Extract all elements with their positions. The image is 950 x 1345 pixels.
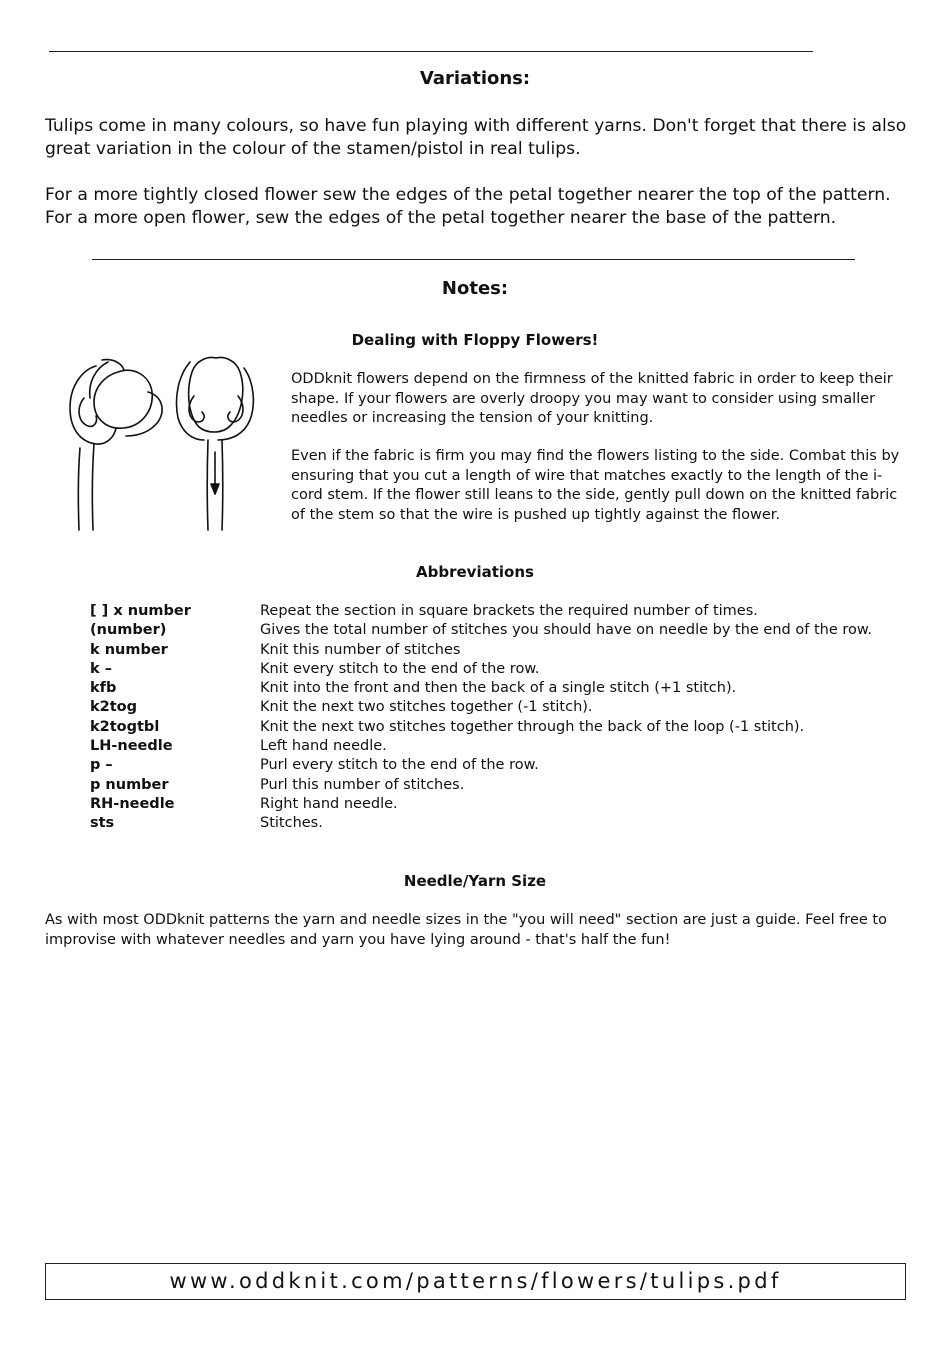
abbreviation-term: k2togtbl <box>90 718 160 735</box>
abbreviation-term: RH-needle <box>90 795 175 812</box>
abbreviation-row <box>90 679 890 698</box>
needle-yarn-heading: Needle/Yarn Size <box>403 872 547 890</box>
notes-heading: Notes: <box>441 278 509 299</box>
abbreviation-term: (number) <box>90 622 167 639</box>
right-tulip-petal-right <box>218 368 253 440</box>
right-tulip-bulb <box>189 358 243 432</box>
abbreviation-term: kfb <box>90 680 117 697</box>
top-divider <box>49 51 813 52</box>
abbreviation-row <box>90 621 890 640</box>
abbreviation-definition: Purl every stitch to the end of the row. <box>260 757 539 774</box>
variations-heading: Variations: <box>419 68 531 89</box>
abbreviation-row <box>90 737 890 756</box>
abbreviation-row <box>90 641 890 660</box>
section-divider <box>92 259 855 260</box>
abbreviation-term: k – <box>90 660 112 677</box>
abbreviation-term: LH-needle <box>90 738 173 755</box>
needle-yarn-paragraph: As with most ODDknit patterns the yarn and needle sizes in the "you will need" section are just a guide. Feel free to improvise with whatever needles and yarn you have lying around - that's half the fun! <box>45 912 887 948</box>
variations-paragraph-2: For a more tightly closed flower sew the edges of the petal together nearer the top of the pattern. For a more open flower, sew the edges of the petal together nearer the base of the pattern. <box>45 185 891 228</box>
left-tulip-petal-side <box>79 392 162 436</box>
abbreviation-term: p number <box>90 776 169 793</box>
abbreviation-definition: Right hand needle. <box>260 795 398 812</box>
left-tulip-bulb <box>94 370 152 428</box>
abbreviation-row <box>90 660 890 679</box>
abbreviation-row <box>90 698 890 717</box>
abbreviation-definition: Left hand needle. <box>260 738 387 755</box>
abbreviation-definition: Knit this number of stitches <box>260 641 461 658</box>
abbreviation-definition: Knit the next two stitches together through the back of the loop (-1 stitch). <box>260 718 805 735</box>
abbreviation-row <box>90 776 890 795</box>
pull-down-arrowhead <box>211 484 219 494</box>
abbreviation-definition: Knit the next two stitches together (-1 stitch). <box>260 699 593 716</box>
abbreviations-table <box>90 602 890 834</box>
abbreviation-definition: Repeat the section in square brackets the required number of times. <box>260 603 758 619</box>
abbreviation-row <box>90 814 890 833</box>
variations-paragraph-1: Tulips come in many colours, so have fun playing with different yarns. Don't forget that there is also great variation in the colour of the stamen/pistol in real tulips. <box>45 116 907 159</box>
abbreviations-heading: Abbreviations <box>416 563 534 581</box>
floppy-flowers-heading: Dealing with Floppy Flowers! <box>351 331 599 349</box>
abbreviation-term: k2tog <box>90 699 138 716</box>
abbreviation-row <box>90 602 890 621</box>
right-tulip-inner-curl-left <box>189 396 204 422</box>
abbreviation-term: [ ] x number <box>90 603 191 619</box>
abbreviation-term: sts <box>90 815 115 832</box>
abbreviation-definition: Stitches. <box>260 815 323 832</box>
abbreviation-term: p – <box>90 757 113 774</box>
left-tulip-stem <box>78 444 94 530</box>
floppy-paragraph-1: ODDknit flowers depend on the firmness of the knitted fabric in order to keep their shape. If your flowers are overly droopy you may want to consider using smaller needles or increasing the tension of your knitting. <box>291 371 893 426</box>
abbreviation-definition: Gives the total number of stitches you should have on needle by the end of the row. <box>260 622 873 639</box>
abbreviation-row <box>90 718 890 737</box>
abbreviation-row <box>90 756 890 775</box>
footer-url: www.oddknit.com/patterns/flowers/tulips.pdf <box>45 1263 906 1300</box>
abbreviation-term: k number <box>90 641 168 658</box>
abbreviation-definition: Knit every stitch to the end of the row. <box>260 660 540 677</box>
abbreviation-definition: Knit into the front and then the back of a single stitch (+1 stitch). <box>260 680 737 697</box>
tulip-drawing-icon <box>62 352 272 534</box>
floppy-paragraph-2: Even if the fabric is firm you may find the flowers listing to the side. Combat this by ensuring that you cut a length of wire that matches exactly to the length of the i-cord stem. If the flower still leans to the side, gently pull down on the knitted fabric of the stem so that the wire is pushed up tightly against the flower. <box>291 448 900 523</box>
abbreviation-definition: Purl this number of stitches. <box>260 776 465 793</box>
abbreviation-row <box>90 795 890 814</box>
